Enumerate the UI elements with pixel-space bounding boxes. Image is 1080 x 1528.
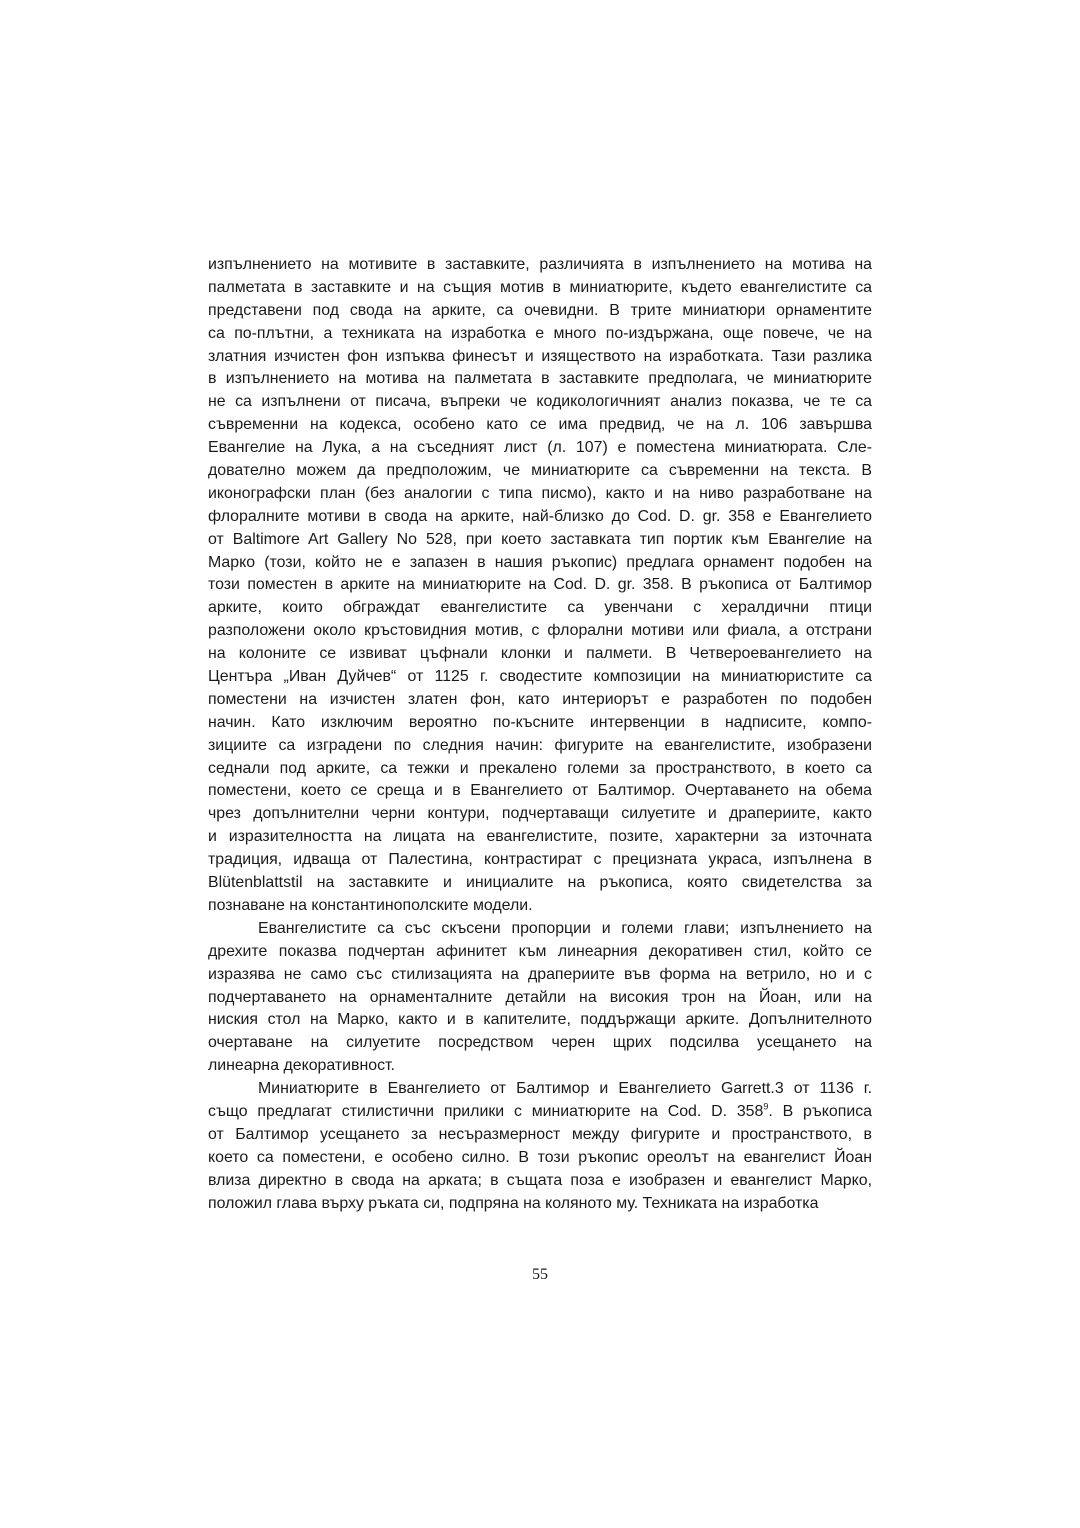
text-line: Blütenblattstil на заставките и инициалите на ръкописа, която свидетелства за <box>208 874 872 892</box>
text-line <box>208 1101 872 1124</box>
text-line-main: също предлагат стилистични прилики с миниатюрите на Cod. D. 358 <box>208 1102 764 1120</box>
text-line: палметата в заставките и на същия мотив в миниатюрите, където евангелистите са <box>208 278 872 296</box>
text-line: седнали под арките, са тежки и прекалено големи за пространството, в което са <box>208 759 872 777</box>
text-line: флоралните мотиви в свода на арките, най-близко до Cod. D. gr. 358 е Евангелието <box>208 507 872 525</box>
text-line: Евангелие на Лука, а на съседният лист (л. 107) е поместена миниатюрата. Сле- <box>208 439 872 457</box>
text-line: изразява не само със стилизацията на драпериите във форма на ветрило, но и с <box>208 965 872 983</box>
text-line: ниския стол на Марко, както и в капителите, поддържащи арките. Допълнителното <box>208 1011 872 1029</box>
text-line: начин. Като изключим вероятно по-късните интервенции в надписите, компо- <box>208 713 872 731</box>
footnote-reference: 9 <box>763 1101 769 1112</box>
text-line: положил глава върху ръката си, подпряна на коляното му. Техниката на изработка <box>208 1194 819 1212</box>
text-line: познаване на константинополските модели. <box>208 896 533 914</box>
paragraph <box>208 254 872 918</box>
text-line: поместени на изчистен златен фон, като интериорът е разработен по подобен <box>208 690 872 708</box>
text-line: което са поместени, е особено силно. В този ръкопис ореолът на евангелист Йоан <box>208 1148 872 1166</box>
text-line: очертаване на силуетите посредством черен щрих подсилва усещането на <box>208 1034 872 1052</box>
text-line: подчертаването на орнаменталните детайли на високия трон на Йоан, или на <box>208 988 872 1006</box>
text-line: дрехите показва подчертан афинитет към линеарния декоративен стил, който се <box>208 942 872 960</box>
body-text <box>208 254 872 1215</box>
text-line: арките, които обграждат евангелистите са увенчани с хералдични птици <box>208 599 872 617</box>
text-line: влиза директно в свода на арката; в същата поза е изобразен и евангелист Марко, <box>208 1171 872 1189</box>
footnote-tail-text: . В ръкописа <box>768 1102 872 1120</box>
text-line: и изразителността на лицата на евангелистите, позите, характерни за източната <box>208 828 872 846</box>
text-line: представени под свода на арките, са очевидни. В трите миниатюри орнаментите <box>208 301 872 319</box>
text-line: този поместен в арките на миниатюрите на Cod. D. gr. 358. В ръкописа от Балтимор <box>208 576 872 594</box>
text-line: дователно можем да предположим, че миниатюрите са съвременни на текста. В <box>208 462 872 480</box>
text-line: изпълнението на мотивите в заставките, различията в изпълнението на мотива на <box>208 256 872 273</box>
text-line: линеарна декоративност. <box>208 1057 395 1075</box>
text-line: чрез допълнителни черни контури, подчертаващи силуетите и драпериите, както <box>208 805 872 823</box>
text-line: поместени, което се среща и в Евангелието от Балтимор. Очертаването на обема <box>208 782 872 800</box>
text-line: Марко (този, който не е запазен в нашия ръкопис) предлага орнамент подобен на <box>208 553 872 571</box>
text-line: Центъра „Иван Дуйчев“ от 1125 г. сводестите композиции на миниатюристите са <box>208 668 872 686</box>
text-line: от Балтимор усещането за несъразмерност между фигурите и пространството, в <box>208 1125 872 1143</box>
text-line: от Baltimore Art Gallery No 528, при което заставката тип портик към Евангелие на <box>208 530 872 548</box>
page-number: 55 <box>532 1266 548 1283</box>
text-line: традиция, идваща от Палестина, контрастират с прецизната украса, изпълнена в <box>208 851 872 869</box>
text-line: Миниатюрите в Евангелието от Балтимор и Евангелието Garrett.3 от 1136 г. <box>258 1080 872 1098</box>
text-line: в изпълнението на мотива на палметата в заставките предполага, че миниатюрите <box>208 370 872 388</box>
text-line: златния изчистен фон изпъква финесът и изяществото на изработката. Тази разлика <box>208 347 872 365</box>
text-line: Евангелистите са със скъсени пропорции и големи глави; изпълнението на <box>258 919 872 937</box>
text-line: разположени около кръстовидния мотив, с флорални мотиви или фиала, а отстрани <box>208 622 872 640</box>
text-line: съвременни на кодекса, особено като се има предвид, че на л. 106 завършва <box>208 416 872 434</box>
paragraph <box>208 918 872 1078</box>
text-line: са по-плътни, а техниката на изработка е много по-издържана, още повече, че на <box>208 324 872 342</box>
text-line: иконографски план (без аналогии с типа писмо), както и на ниво разработване на <box>208 484 872 502</box>
text-line: зициите са изградени по следния начин: фигурите на евангелистите, изобразени <box>208 736 872 754</box>
text-line: на колоните се извиват цъфнали клонки и палмети. В Четвероевангелието на <box>208 645 872 663</box>
text-line: не са изпълнени от писача, въпреки че кодикологичният анализ показва, че те са <box>208 393 872 411</box>
paragraph <box>208 1078 872 1215</box>
